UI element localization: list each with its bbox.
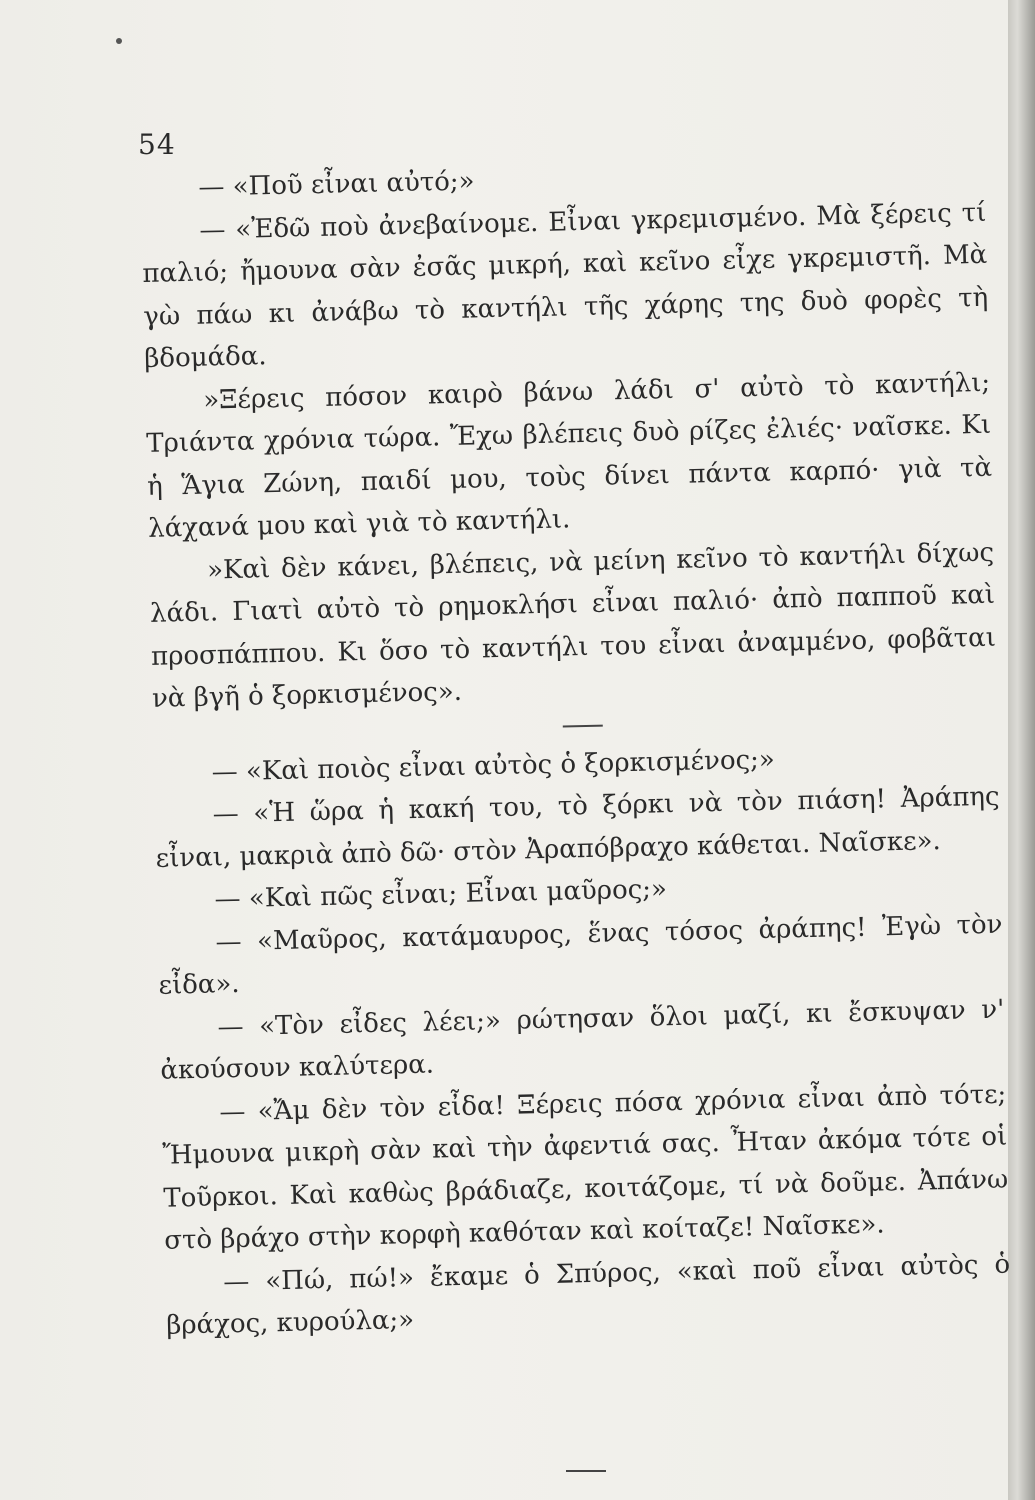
paragraph: — «Καὶ πῶς εἶναι; Εἶναι μαῦρος;» — [214, 874, 668, 915]
book-spine-edge — [1008, 0, 1035, 1500]
paragraph: »Ξέρεις πόσον καιρὸ βάνω λάδι σ' αὐτὸ τὸ καντήλι; Τριάντα χρόνια τώρα. Ἔχω βλέπεις δυὸ ρίζες ἐλιές· ναῖσκε. Κι ἡ Ἅγια Ζώνη, παιδί μου, τοὺς δίνει πάντα καρπό· γιὰ τὰ λάχανά μου καὶ γιὰ τὸ καντήλι. — [145, 367, 993, 544]
paragraph: — «Ἐδῶ ποὺ ἀνεβαίνομε. Εἶναι γκρεμισμένο. Μὰ ξέρεις τί παλιό; ἤμουνα σὰν ἐσᾶς μικρή, καὶ κεῖνο εἶχε γκρεμιστῆ. Μὰ γὼ πάω κι ἀνάβω τὸ καντήλι τῆς χάρης της δυὸ φορὲς τὴ βδομάδα. — [142, 197, 989, 374]
paragraph: — «Πώ, πώ!» ἔκαμε ὁ Σπύρος, «καὶ ποῦ εἶναι αὐτὸς ὁ βράχος, κυρούλα;» — [165, 1249, 1011, 1341]
body-text — [140, 149, 1012, 1347]
paragraph: — «Ἡ ὥρα ἡ κακή του, τὸ ξόρκι νὰ τὸν πιάση! Ἀράπης εἶναι, μακριὰ ἀπὸ δῶ· στὸν Ἀραπόβραχο κάθεται. Ναῖσκε». — [155, 781, 1000, 874]
section-separator-bottom — [566, 1470, 606, 1472]
paragraph: — «Μαῦρος, κατάμαυρος, ἕνας τόσος ἀράπης! Ἐγὼ τὸν εἶδα». — [158, 909, 1003, 1001]
paragraph: — «Ποῦ εἶναι αὐτό;» — [198, 166, 475, 203]
paragraph: — «Τὸν εἶδες λέει;» ρώτησαν ὅλοι μαζί, κι ἔσκυψαν ν' ἀκούσουν καλύτερα. — [160, 994, 1005, 1086]
ink-spot — [116, 38, 122, 44]
section-separator — [563, 724, 603, 727]
paragraph: — «Καὶ ποιὸς εἶναι αὐτὸς ὁ ξορκισμένος;» — [211, 744, 776, 788]
page-number: 54 — [138, 128, 176, 161]
paragraph: — «Ἄμ δὲν τὸν εἶδα! Ξέρεις πόσα χρόνια εἶναι ἀπὸ τότε; Ἤμουνα μικρὴ σὰν καὶ τὴν ἀφεντιά σας. Ἦταν ἀκόμα τότε οἱ Τοῦρκοι. Καὶ καθὼς βράδιαζε, κοιτάζομε, τί νὰ δοῦμε. Ἀπάνω στὸ βράχο στὴν κορφὴ καθόταν καὶ κοίταζε! Ναῖσκε». — [162, 1079, 1009, 1256]
paragraph: »Καὶ δὲν κάνει, βλέπεις, νὰ μείνη κεῖνο τὸ καντήλι δίχως λάδι. Γιατὶ αὐτὸ τὸ ρημοκλήσι εἶναι παλιό· ἀπὸ παπποῦ καὶ προσπάππου. Κι ὅσο τὸ καντήλι του εἶναι ἀναμμένο, φοβᾶται νὰ βγῆ ὁ ξορκισμένος». — [149, 537, 997, 714]
